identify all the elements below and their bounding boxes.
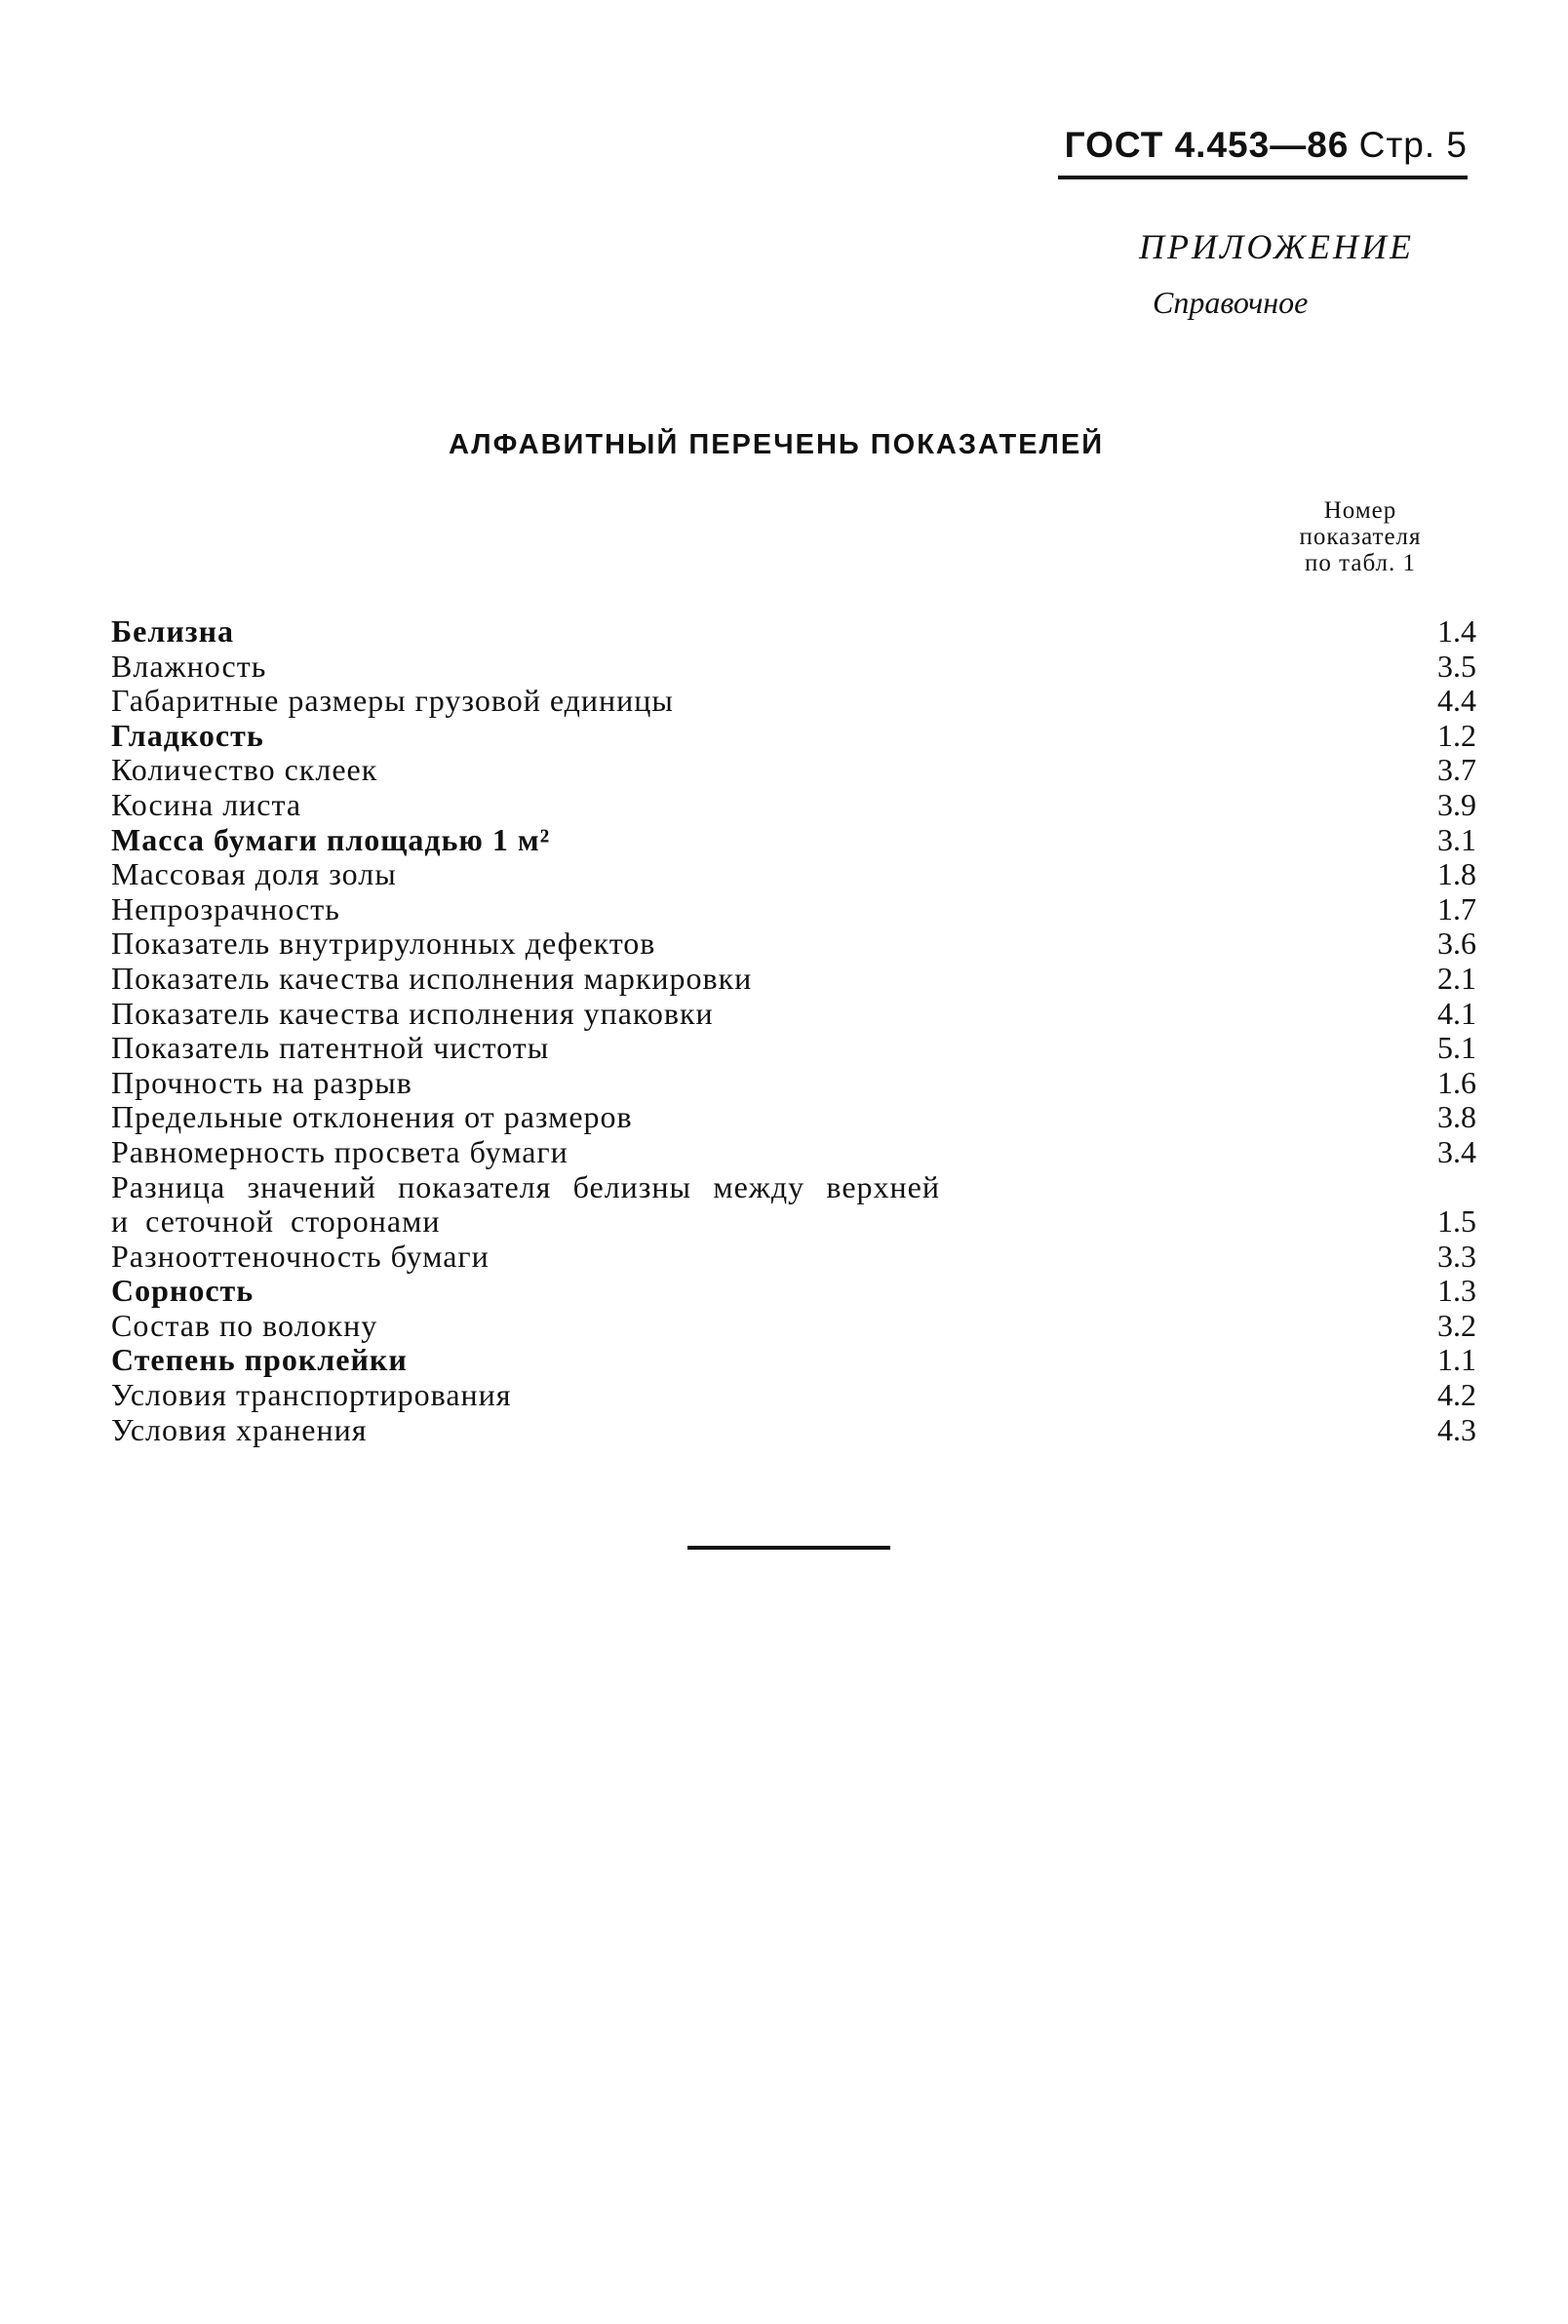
list-item [111, 1170, 1476, 1240]
indicator-number: 1.1 [1437, 1342, 1476, 1378]
indicator-name: Показатель качества исполнения маркировки [111, 960, 753, 996]
list-item [111, 719, 1476, 754]
indicator-name: Условия транспортирования [111, 1377, 512, 1413]
list-item [111, 1135, 1476, 1170]
list-item [111, 1274, 1476, 1309]
indicator-name: Состав по волокну [111, 1307, 378, 1343]
column-header [1268, 497, 1453, 576]
indicator-number: 4.1 [1437, 995, 1476, 1031]
indicator-number: 5.1 [1437, 1030, 1476, 1066]
indicator-name: Масса бумаги площадью 1 м² [111, 821, 551, 857]
list-item [111, 1100, 1476, 1135]
indicator-number: 1.6 [1437, 1064, 1476, 1100]
list-item [111, 1066, 1476, 1101]
indicator-number: 1.4 [1437, 613, 1476, 649]
list-item [111, 1413, 1476, 1448]
column-header-line: показателя [1299, 524, 1422, 550]
indicator-name: Массовая доля золы [111, 856, 397, 892]
indicator-number: 3.9 [1437, 786, 1476, 822]
indicator-number: 3.6 [1437, 926, 1476, 962]
list-item [111, 684, 1476, 719]
indicator-number: 4.3 [1437, 1411, 1476, 1447]
indicator-number: 4.4 [1437, 683, 1476, 719]
indicator-name: Условия хранения [111, 1411, 368, 1447]
page-header [1058, 125, 1468, 183]
indicator-name: Равномерность просвета бумаги [111, 1133, 568, 1169]
indicator-number: 3.3 [1437, 1238, 1476, 1274]
indicator-name: Прочность на разрыв [111, 1064, 412, 1100]
list-item [111, 650, 1476, 685]
indicator-name: Гладкость [111, 717, 264, 753]
list-item [111, 1343, 1476, 1378]
indicator-name: Разнооттеночность бумаги [111, 1238, 490, 1274]
indicator-name: Косина листа [111, 786, 302, 822]
end-rule [687, 1546, 890, 1550]
header-text [1065, 125, 1468, 167]
indicator-name: Показатель качества исполнения упаковки [111, 995, 714, 1031]
indicator-number: 3.1 [1437, 821, 1476, 857]
list-item [111, 1031, 1476, 1066]
list-item [111, 892, 1476, 927]
indicator-number: 1.2 [1437, 717, 1476, 753]
indicator-number: 1.3 [1437, 1273, 1476, 1309]
indicator-number: 2.1 [1437, 960, 1476, 996]
list-item [111, 1378, 1476, 1413]
appendix-subtitle: Справочное [1153, 285, 1309, 320]
column-header-line: Номер [1323, 497, 1397, 524]
indicator-number: 3.8 [1437, 1099, 1476, 1135]
list-item [111, 614, 1476, 650]
appendix-title: ПРИЛОЖЕНИЕ [1139, 227, 1414, 266]
indicator-number: 1.5 [1437, 1203, 1476, 1240]
column-header-line: по табл. 1 [1304, 550, 1417, 576]
indicator-name: Степень проклейки [111, 1342, 408, 1378]
index-list [111, 614, 1476, 1447]
list-item [111, 753, 1476, 788]
indicator-number: 1.8 [1437, 856, 1476, 892]
page-number: Стр. 5 [1358, 125, 1468, 165]
indicator-name: Количество склеек [111, 752, 378, 788]
indicator-number: 3.4 [1437, 1133, 1476, 1169]
indicator-name: Предельные отклонения от размеров [111, 1099, 633, 1135]
list-item [111, 962, 1476, 997]
indicator-name: Непрозрачность [111, 890, 340, 926]
list-item [111, 997, 1476, 1032]
header-rule [1058, 176, 1468, 179]
indicator-name: Показатель патентной чистоты [111, 1030, 550, 1066]
indicator-number: 4.2 [1437, 1377, 1476, 1413]
indicator-name: Показатель внутрирулонных дефектов [111, 926, 656, 962]
indicator-name: Габаритные размеры грузовой единицы [111, 683, 674, 719]
list-item [111, 823, 1476, 858]
indicator-number: 3.7 [1437, 752, 1476, 788]
indicator-name: Разница значений показателя белизны между верхней и сеточной сторонами [111, 1168, 940, 1240]
list-item [111, 857, 1476, 892]
indicator-number: 3.5 [1437, 648, 1476, 684]
list-item [111, 1309, 1476, 1344]
list-title: АЛФАВИТНЫЙ ПЕРЕЧЕНЬ ПОКАЗАТЕЛЕЙ [449, 429, 1105, 460]
standard-code: ГОСТ 4.453—86 [1064, 125, 1350, 165]
indicator-number: 1.7 [1437, 890, 1476, 926]
indicator-name: Белизна [111, 613, 235, 649]
indicator-name: Влажность [111, 648, 267, 684]
list-item [111, 788, 1476, 823]
indicator-number: 3.2 [1437, 1307, 1476, 1343]
list-item [111, 1240, 1476, 1275]
list-item [111, 926, 1476, 962]
indicator-name: Сорность [111, 1273, 255, 1309]
